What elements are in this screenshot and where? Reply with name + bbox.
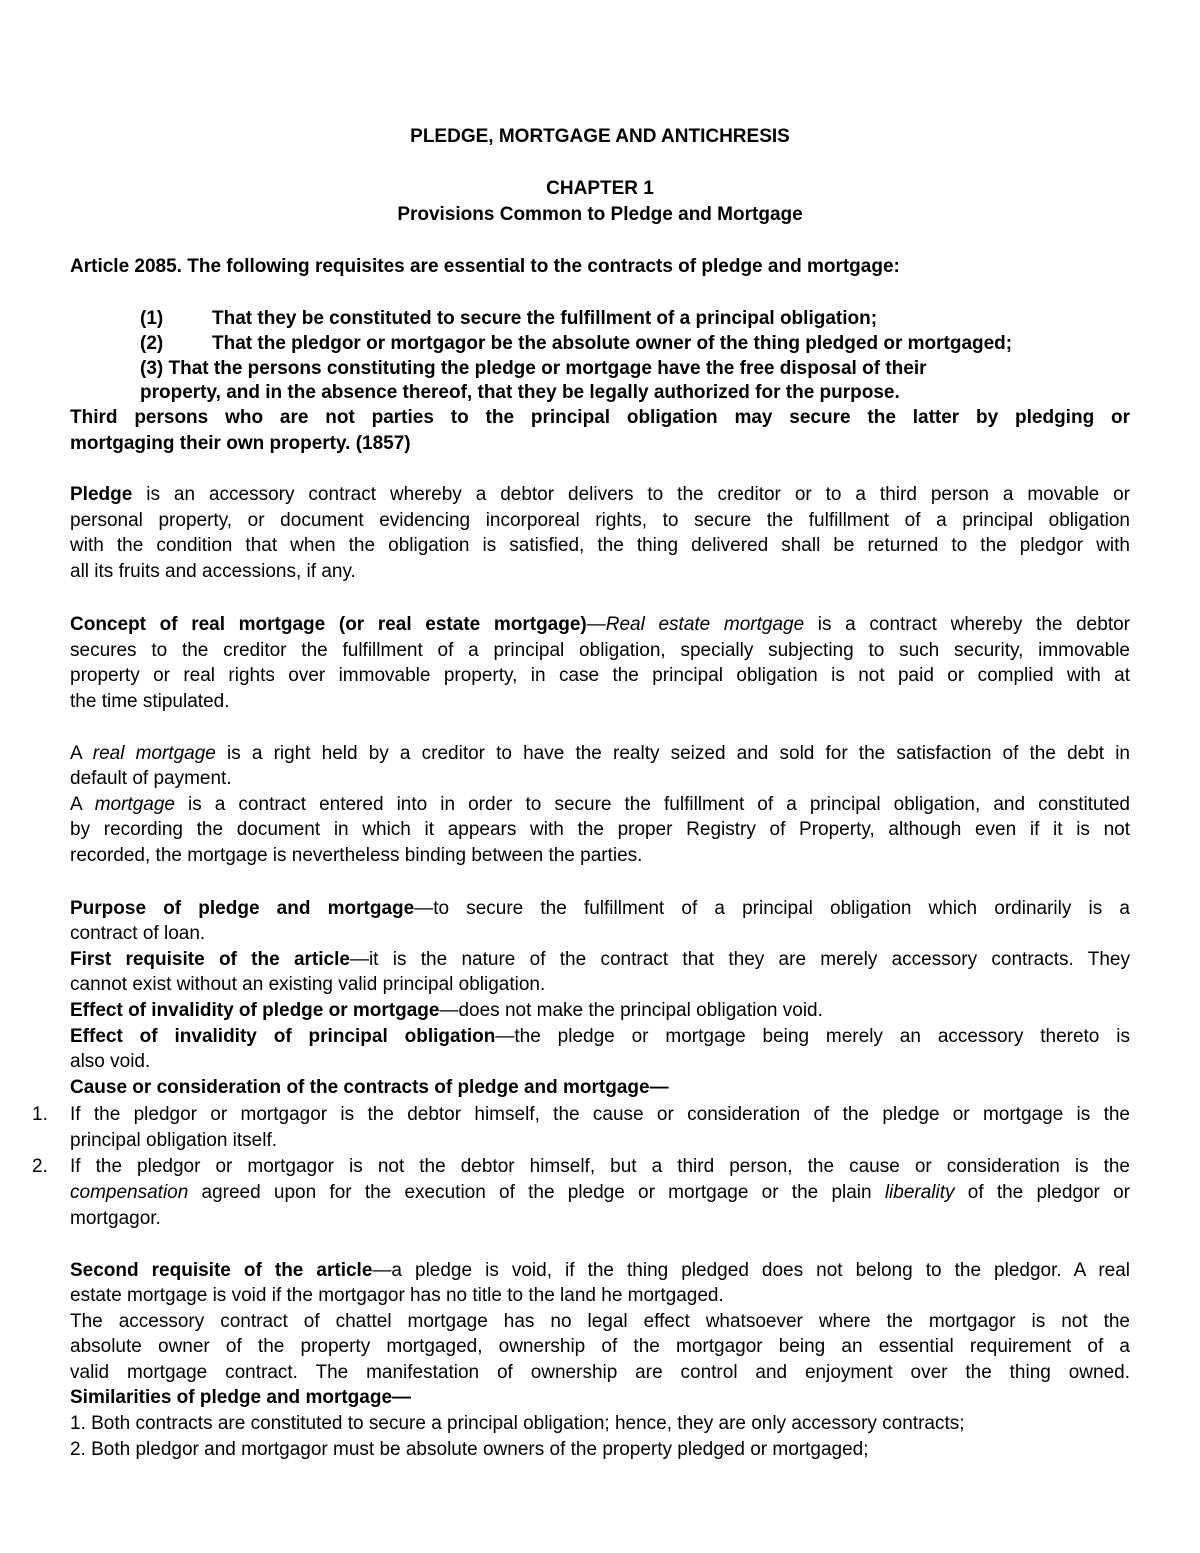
cause-item-2-line-2 <box>70 1180 1130 1206</box>
real-mortgage-line-1 <box>70 741 1130 767</box>
second-requisite-line-3: The accessory contract of chattel mortgage has no legal effect whatsoever where the mortgagor is not the <box>70 1311 1130 1332</box>
effect-pledge-text: —does not make the principal obligation void. <box>439 1000 823 1021</box>
article-item-number: (1) <box>140 308 164 329</box>
purpose-heading: Purpose of pledge and mortgage <box>70 898 415 919</box>
article-item-text: That they be constituted to secure the fulfillment of a principal obligation; <box>212 308 878 329</box>
effect-principal-line-1 <box>70 1024 1130 1050</box>
cause-item-2-line-1: If the pledgor or mortgagor is not the debtor himself, but a third person, the cause or consideration is the <box>70 1156 1130 1177</box>
third-persons-line-1: Third persons who are not parties to the principal obligation may secure the latter by pledging or <box>70 407 1130 428</box>
document-title: PLEDGE, MORTGAGE AND ANTICHRESIS <box>410 126 790 147</box>
concept-italic: Real estate mortgage <box>605 614 805 635</box>
list-number: 2. <box>32 1156 48 1177</box>
effect-principal-line-2: also void. <box>70 1051 151 1072</box>
concept-text: is a contract whereby the debtor <box>804 614 1130 635</box>
cause-heading: Cause or consideration of the contracts of pledge and mortgage— <box>70 1077 669 1098</box>
first-requisite-line-1 <box>70 947 1130 973</box>
cause-text: agreed upon for the execution of the pledge or mortgage or the plain <box>188 1182 885 1203</box>
purpose-text: —to secure the fulfillment of a principal obligation which ordinarily is a <box>414 898 1130 919</box>
liberality-italic: liberality <box>884 1182 955 1203</box>
article-word: A <box>70 794 95 815</box>
em-dash: — <box>586 614 606 635</box>
mortgage-italic: mortgage <box>94 794 175 815</box>
first-requisite-heading: First requisite of the article <box>70 949 350 970</box>
similarities-item-2: 2. Both pledgor and mortgagor must be absolute owners of the property pledged or mortgaged; <box>70 1439 869 1460</box>
real-mortgage-italic: real mortgage <box>92 743 216 764</box>
purpose-line-1 <box>70 896 1130 922</box>
second-requisite-text: —a pledge is void, if the thing pledged does not belong to the pledgor. A real <box>372 1260 1130 1281</box>
real-mortgage-line-2: default of payment. <box>70 768 232 789</box>
effect-pledge-line <box>70 998 1130 1024</box>
third-persons-line-2: mortgaging their own property. (1857) <box>70 433 411 454</box>
pledge-term: Pledge <box>70 484 133 505</box>
purpose-line-2: contract of loan. <box>70 923 206 944</box>
chapter-subtitle: Provisions Common to Pledge and Mortgage <box>397 204 803 225</box>
article-item-text: That the pledgor or mortgagor be the absolute owner of the thing pledged or mortgaged; <box>212 333 1013 354</box>
cause-item-1-line-1: If the pledgor or mortgagor is the debtor himself, the cause or consideration of the pledge or mortgage is the <box>70 1104 1130 1125</box>
first-requisite-line-2: cannot exist without an existing valid principal obligation. <box>70 974 546 995</box>
second-requisite-line-5: valid mortgage contract. The manifestation of ownership are control and enjoyment over the thing owned. <box>70 1362 1130 1383</box>
article-item-3-line-1: (3) That the persons constituting the pledge or mortgage have the free disposal of their <box>140 358 927 379</box>
article-item-2 <box>140 331 1130 357</box>
article-item-3-line-2: property, and in the absence thereof, that they be legally authorized for the purpose. <box>140 382 900 403</box>
second-requisite-line-4: absolute owner of the property mortgaged, ownership of the mortgagor being an essential requirement of a <box>70 1336 1130 1357</box>
pledge-line-2: personal property, or document evidencing incorporeal rights, to secure the fulfillment of a principal obligation <box>70 510 1130 531</box>
chapter-heading: CHAPTER 1 <box>546 178 654 199</box>
similarities-heading: Similarities of pledge and mortgage— <box>70 1387 412 1408</box>
mortgage-line-3: recorded, the mortgage is nevertheless binding between the parties. <box>70 845 643 866</box>
concept-line-3: property or real rights over immovable property, in case the principal obligation is not paid or complied with at <box>70 665 1130 686</box>
mortgage-text: is a contract entered into in order to secure the fulfillment of a principal obligation, and constituted <box>174 794 1130 815</box>
concept-line-4: the time stipulated. <box>70 691 230 712</box>
first-requisite-text: —it is the nature of the contract that they are merely accessory contracts. They <box>349 949 1130 970</box>
effect-principal-heading: Effect of invalidity of principal obligation <box>70 1026 496 1047</box>
effect-principal-text: —the pledge or mortgage being merely an accessory thereto is <box>495 1026 1130 1047</box>
article-item-number: (2) <box>140 333 164 354</box>
concept-heading: Concept of real mortgage (or real estate mortgage) <box>70 614 587 635</box>
article-heading: Article 2085. The following requisites are essential to the contracts of pledge and mortgage: <box>70 256 900 277</box>
similarities-item-1: 1. Both contracts are constituted to secure a principal obligation; hence, they are only accessory contracts; <box>70 1413 965 1434</box>
pledge-line-1 <box>70 482 1130 508</box>
pledge-line-3: with the condition that when the obligation is satisfied, the thing delivered shall be returned to the pledgor with <box>70 535 1130 556</box>
mortgage-line-2: by recording the document in which it appears with the proper Registry of Property, although even if it is not <box>70 819 1130 840</box>
list-number: 1. <box>32 1104 48 1125</box>
effect-pledge-heading: Effect of invalidity of pledge or mortgage <box>70 1000 440 1021</box>
article-item-1 <box>140 306 1130 332</box>
second-requisite-line-2: estate mortgage is void if the mortgagor has no title to the land he mortgaged. <box>70 1285 724 1306</box>
mortgage-line-1 <box>70 792 1130 818</box>
cause-item-1-line-2: principal obligation itself. <box>70 1130 278 1151</box>
second-requisite-heading: Second requisite of the article <box>70 1260 373 1281</box>
compensation-italic: compensation <box>70 1182 189 1203</box>
cause-item-2-line-3: mortgagor. <box>70 1208 161 1229</box>
concept-line-2: secures to the creditor the fulfillment of a principal obligation, specially subjecting to such security, immovable <box>70 640 1130 661</box>
pledge-text: is an accessory contract whereby a debtor delivers to the creditor or to a third person a movable or <box>132 484 1130 505</box>
concept-line-1 <box>70 612 1130 638</box>
article-word: A <box>70 743 93 764</box>
pledge-line-4: all its fruits and accessions, if any. <box>70 561 356 582</box>
real-mortgage-text: is a right held by a creditor to have the realty seized and sold for the satisfaction of the debt in <box>215 743 1130 764</box>
cause-text: of the pledgor or <box>954 1182 1130 1203</box>
second-requisite-line-1 <box>70 1258 1130 1284</box>
